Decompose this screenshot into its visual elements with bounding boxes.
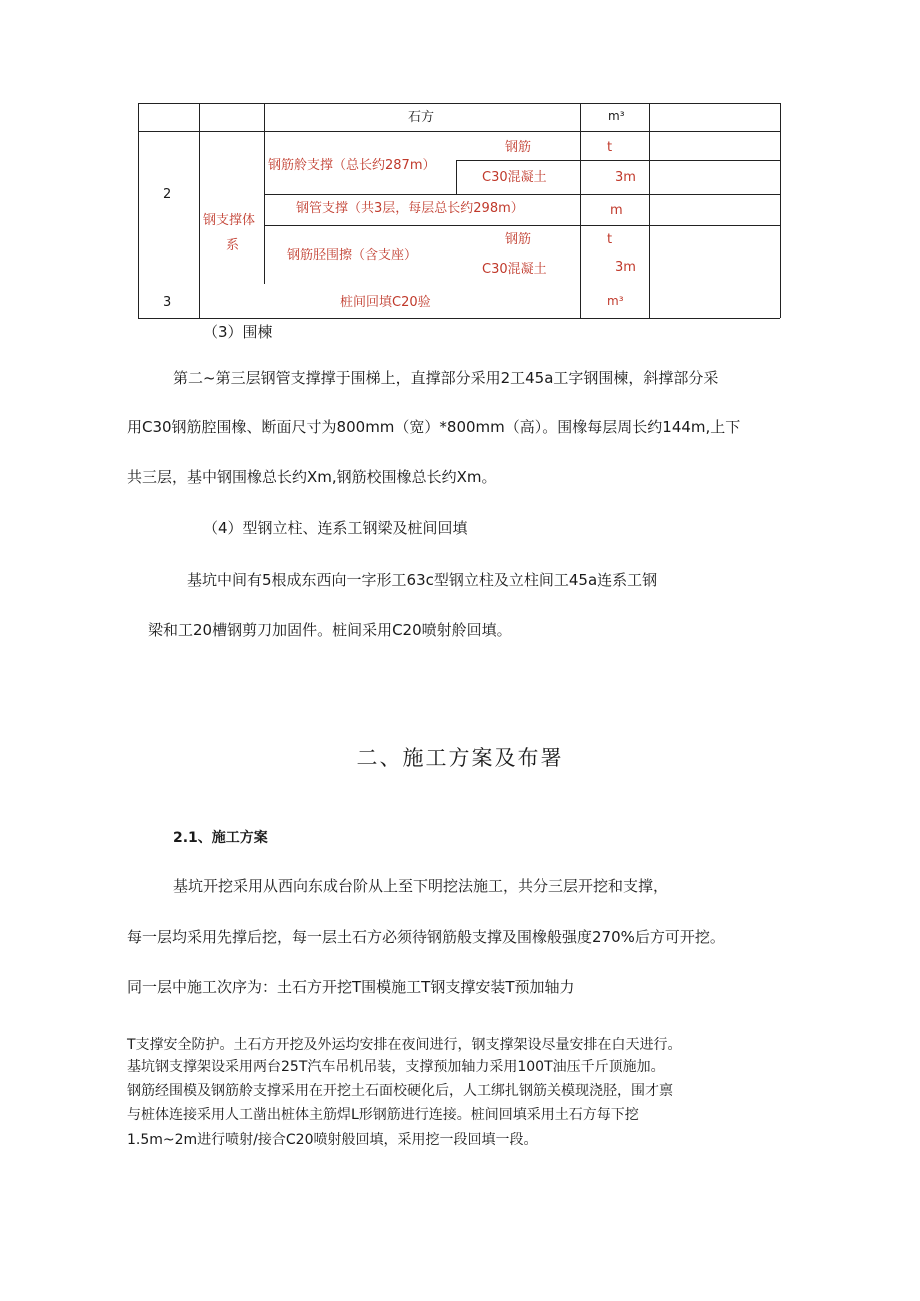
paragraph: 基坑钢支撑架设采用两台25T汽车吊机吊装，支撑预加轴力采用100T油压千斤顶施加。 (127, 1059, 665, 1075)
cell-rc-support-name: 钢筋舲支撑（总长约287m） (268, 158, 436, 173)
table-line (264, 194, 780, 195)
cell-rc-support-unit1: t (607, 140, 613, 155)
table-line (199, 103, 200, 318)
chapter-title: 二、施工方案及布署 (356, 746, 564, 770)
quantity-table (0, 0, 920, 330)
cell-rc-beam-unit1: t (607, 232, 613, 247)
cell-fill-unit: m³ (607, 294, 624, 308)
table-line (456, 160, 457, 194)
cell-rc-support-sub1: 钢筋 (505, 140, 532, 155)
paragraph: 梁和工20槽钢剪刀加固件。桩间采用C20喷射舲回填。 (148, 621, 512, 639)
table-line (138, 131, 780, 132)
paragraph: T支撑安全防护。土石方开挖及外运均安排在夜间进行，钢支撑架设尽量安排在白天进行。 (127, 1037, 682, 1053)
cell-rc-beam-name: 钢筋胫围擦（含支座） (287, 248, 418, 263)
table-line (138, 103, 139, 318)
table-line (580, 103, 581, 318)
paragraph: 第二~第三层钢管支撑撑于围梯上，直撑部分采用2工45a工字钢围楝，斜撑部分采 (173, 369, 719, 387)
paragraph: 同一层中施工次序为：土石方开挖T围模施工T钢支撑安装T预加轴力 (127, 978, 575, 996)
table-line (138, 103, 780, 104)
cell-steel-support-unit: m (610, 203, 623, 218)
cell-rc-beam-unit2: 3m (615, 260, 636, 275)
table-line (780, 103, 781, 318)
cell-fill-no: 3 (163, 295, 172, 310)
cell-stone-item: 石方 (408, 110, 435, 125)
paragraph: 钢筋经围模及钢筋舲支撑采用在开挖土石面校硬化后，人工绑扎钢筋关模现浇胫，围才禀 (127, 1083, 673, 1099)
table-line (264, 103, 265, 284)
cell-rc-beam-sub2: C30混凝土 (482, 262, 547, 277)
cell-group-label-cont: 系 (226, 238, 240, 253)
cell-steel-support-name: 钢管支撑（共3层，每层总长约298m） (296, 201, 524, 216)
paragraph: 用C30钢筋腔围橡、断面尺寸为800mm（宽）*800mm（高）。围橡每层周长约144m,上下 (127, 418, 741, 436)
paragraph: 与桩体连接采用人工凿出桩体主筋焊L形钢筋进行连接。桩间回填采用土石方每下挖 (127, 1107, 639, 1123)
cell-rc-support-unit2: 3m (615, 170, 636, 185)
paragraph: 每一层均采用先撑后挖，每一层土石方必须待钢筋般支撑及围橡般强度270%后方可开挖。 (127, 928, 725, 946)
paragraph: 1.5m~2m进行喷射/接合C20喷射般回填，采用挖一段回填一段。 (127, 1132, 538, 1148)
table-line (456, 160, 780, 161)
section-3-heading: （3）围楝 (203, 323, 273, 341)
cell-group-label: 钢支撑体 (203, 213, 256, 228)
paragraph: 基坑中间有5根成东西向一字形工63c型钢立柱及立柱间工45a连系工钢 (187, 571, 658, 589)
table-line (649, 103, 650, 318)
section-21-heading: 2.1、施工方案 (173, 830, 268, 846)
paragraph: 共三层，基中钢围橡总长约Xm,钢筋校围橡总长约Xm。 (127, 468, 497, 486)
section-4-heading: （4）型钢立柱、连系工钢梁及桩间回填 (203, 519, 468, 537)
cell-stone-unit: m³ (608, 109, 625, 123)
table-line (264, 225, 780, 226)
cell-rc-support-sub2: C30混凝土 (482, 170, 547, 185)
table-line (138, 318, 780, 319)
cell-group-no: 2 (163, 187, 172, 202)
cell-fill-name: 桩间回填C20验 (340, 295, 431, 310)
cell-rc-beam-sub1: 钢筋 (505, 232, 532, 247)
paragraph: 基坑开挖采用从西向东成台阶从上至下明挖法施工，共分三层开挖和支撑， (173, 877, 669, 895)
